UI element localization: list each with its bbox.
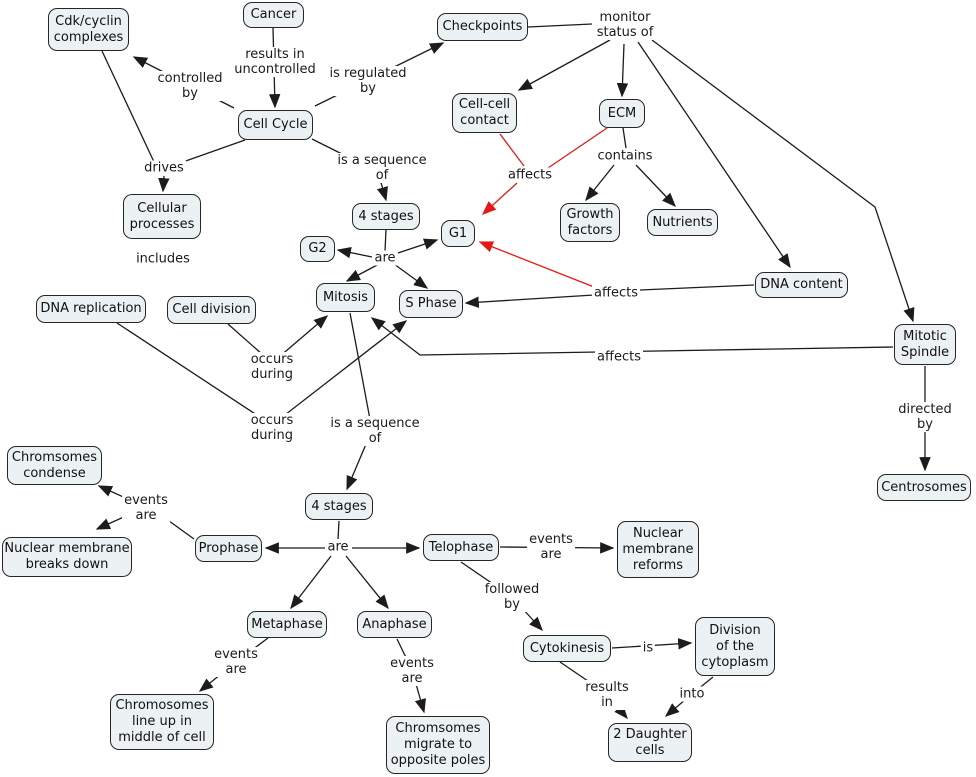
linking-phrase-text: events	[124, 493, 168, 508]
linking-phrase-text: events	[529, 532, 573, 547]
linking-phrase-followed-by[interactable]	[483, 582, 542, 612]
node-text: Cell division	[172, 302, 251, 317]
node-text: Nuclear	[632, 525, 684, 541]
node-text: Nutrients	[652, 214, 713, 230]
linking-phrase-events-are-metaphase[interactable]	[212, 647, 260, 677]
node-text: 4 stages	[358, 208, 414, 224]
node-g1[interactable]	[441, 220, 475, 247]
node-chromsomes-migrate[interactable]	[386, 716, 490, 774]
node-text: Cancer	[250, 7, 297, 22]
linking-phrase-text: into	[679, 686, 705, 702]
node-cell-cell-contact[interactable]	[452, 93, 517, 133]
linking-phrase-are-bottom[interactable]	[325, 540, 350, 555]
linking-phrase-is[interactable]	[641, 641, 655, 656]
linking-phrase-is-regulated-by[interactable]	[328, 66, 409, 96]
node-text: line up in	[131, 714, 193, 729]
node-text: ECM	[607, 105, 637, 121]
linking-phrase-text: drives	[144, 160, 184, 176]
edge-checkpoints-to-monitor	[528, 24, 592, 27]
linking-phrase-text: in	[601, 695, 613, 710]
node-text: Cellular	[137, 200, 187, 216]
edge-affects-to-g1-right	[480, 242, 594, 287]
linking-phrase-text: by	[360, 81, 376, 96]
node-cancer[interactable]	[243, 2, 304, 28]
edge-are-to-mitosis	[347, 264, 379, 281]
node-text: complexes	[53, 29, 124, 45]
linking-phrase-text: are	[540, 547, 562, 562]
node-cell-division[interactable]	[167, 296, 256, 324]
linking-phrase-text: are	[327, 539, 349, 555]
node-text: Anaphase	[362, 616, 427, 632]
edge-are-to-s-phase	[394, 264, 427, 288]
linking-phrase-text: is	[642, 640, 654, 656]
node-text: Mitotic	[903, 328, 947, 344]
node-telophase[interactable]	[423, 534, 499, 561]
linking-phrase-text: uncontrolled	[234, 62, 316, 77]
node-text: middle of cell	[118, 730, 206, 745]
edge-contains-to-nutrients	[636, 165, 675, 206]
node-text: Chromsomes	[11, 449, 98, 465]
node-text: Division	[709, 622, 761, 638]
linking-phrase-drives[interactable]	[142, 161, 186, 176]
node-text: Centrosomes	[881, 479, 967, 495]
edge-mitosis-sequence-4stages2	[347, 313, 372, 489]
edge-are-to-g2	[338, 250, 372, 257]
edge-are2-to-metaphase	[291, 556, 331, 608]
linking-phrase-occurs-during-2[interactable]	[249, 413, 296, 443]
node-text: G1	[448, 225, 468, 241]
node-prophase[interactable]	[195, 535, 262, 562]
node-text: contact	[460, 113, 509, 128]
linking-phrase-occurs-during-1[interactable]	[249, 352, 296, 382]
node-text: Metaphase	[251, 616, 323, 632]
node-growth-factors[interactable]	[560, 203, 620, 242]
node-text: DNA content	[760, 277, 843, 292]
node-cytokinesis[interactable]	[523, 635, 611, 662]
linking-phrase-into[interactable]	[678, 687, 707, 702]
linking-phrase-contains[interactable]	[595, 149, 654, 164]
linking-phrase-text: contains	[597, 148, 653, 164]
linking-phrase-affects-spindle[interactable]	[595, 350, 643, 365]
node-g2[interactable]	[300, 236, 335, 262]
linking-phrase-text: by	[182, 86, 198, 101]
linking-phrase-affects-contact-g1[interactable]	[506, 168, 554, 183]
linking-phrase-text: status of	[596, 25, 654, 40]
linking-phrase-text: includes	[136, 251, 190, 267]
node-division-of-the-cytoplasm[interactable]	[695, 617, 775, 676]
edge-are2-to-anaphase	[346, 556, 388, 608]
edge-contains-to-growth-factors	[586, 165, 614, 200]
linking-phrase-text: of	[375, 168, 389, 183]
node-text: cells	[635, 742, 665, 758]
node-checkpoints[interactable]	[437, 13, 528, 41]
linking-phrase-text: is a sequence	[337, 153, 427, 168]
node-chromsomes-condense[interactable]	[7, 446, 102, 485]
node-text: Mitosis	[322, 289, 369, 305]
linking-phrase-text: by	[504, 597, 520, 612]
node-nuclear-membrane-breaks-down[interactable]	[2, 537, 132, 577]
node-four-stages-bottom[interactable]	[305, 493, 373, 520]
node-mitotic-spindle[interactable]	[894, 324, 956, 365]
linking-phrase-text: is regulated	[329, 66, 407, 81]
linking-phrase-text: of	[368, 431, 382, 446]
node-metaphase[interactable]	[247, 611, 327, 638]
node-dna-replication[interactable]	[36, 295, 146, 323]
node-centrosomes[interactable]	[877, 474, 971, 501]
node-text: G2	[308, 241, 327, 256]
linking-phrase-text: occurs	[250, 413, 294, 428]
node-text: Chromosomes	[115, 698, 209, 713]
linking-phrase-is-a-sequence-of-bottom[interactable]	[328, 416, 421, 446]
linking-phrase-text: results	[585, 680, 629, 695]
linking-phrase-are-top[interactable]	[372, 251, 397, 266]
node-nutrients[interactable]	[647, 209, 718, 236]
node-text: breaks down	[25, 557, 109, 572]
node-four-stages-top[interactable]	[352, 203, 420, 230]
node-cell-cycle[interactable]	[238, 110, 313, 140]
node-two-daughter-cells[interactable]	[608, 723, 692, 762]
node-text: Cell Cycle	[243, 117, 308, 132]
node-chromosomes-line-up[interactable]	[110, 694, 214, 750]
node-text: reforms	[632, 557, 684, 573]
linking-phrase-controlled-by[interactable]	[156, 71, 225, 101]
node-text: Prophase	[198, 540, 259, 556]
node-cdk-cyclin-complexes[interactable]	[48, 8, 129, 51]
edge-cdk-to-drives	[102, 51, 155, 164]
node-s-phase[interactable]	[399, 290, 463, 318]
node-text: Cell-cell	[458, 97, 511, 112]
linking-phrase-text: during	[251, 428, 293, 443]
node-text: Chromsomes	[395, 721, 481, 736]
edge-drives-to-cellular	[163, 176, 164, 191]
linking-phrase-results-in[interactable]	[583, 680, 631, 710]
linking-phrase-monitor-status-of[interactable]	[595, 10, 656, 40]
node-text: Telophase	[428, 539, 494, 555]
node-text: Spindle	[900, 344, 950, 360]
node-dna-content[interactable]	[755, 272, 848, 298]
edge-cell-cell-to-affects	[500, 134, 524, 166]
edge-affects-to-g1-top	[483, 183, 517, 214]
node-text: Cdk/cyclin	[55, 13, 122, 29]
linking-phrase-text: results in	[245, 47, 305, 62]
node-mitosis[interactable]	[316, 283, 375, 312]
linking-phrase-affects-dna-content[interactable]	[592, 286, 640, 301]
linking-phrase-text: directed	[898, 402, 952, 417]
node-ecm[interactable]	[599, 99, 645, 128]
linking-phrase-text: during	[251, 367, 293, 382]
node-text: membrane	[622, 541, 694, 557]
linking-phrase-text: is a sequence	[330, 416, 420, 431]
linking-phrase-text: events	[214, 647, 258, 662]
linking-phrase-events-are-telophase[interactable]	[527, 532, 575, 562]
node-anaphase[interactable]	[357, 611, 432, 638]
linking-phrase-text: occurs	[250, 352, 294, 367]
node-text: S Phase	[405, 296, 457, 311]
linking-phrase-is-a-sequence-of-top[interactable]	[335, 153, 428, 183]
node-text: condense	[23, 465, 86, 481]
linking-phrase-text: events	[390, 656, 434, 671]
edge-are-to-g1	[398, 240, 437, 253]
linking-phrase-events-are-prophase[interactable]	[122, 493, 170, 523]
linking-phrase-includes[interactable]	[134, 252, 192, 267]
linking-phrase-text: controlled	[157, 71, 223, 86]
node-text: 2 Daughter	[613, 726, 687, 742]
linking-phrase-text: affects	[594, 285, 638, 301]
linking-phrase-text: followed	[484, 582, 540, 597]
edge-monitor-to-ecm	[622, 44, 624, 96]
node-text: of the	[716, 638, 754, 654]
linking-phrase-text: are	[374, 250, 396, 266]
node-text: Cytokinesis	[529, 640, 605, 656]
node-text: Growth	[566, 206, 614, 222]
node-text: factors	[567, 222, 613, 238]
node-text: Nuclear membrane	[4, 541, 130, 556]
node-text: opposite poles	[390, 753, 486, 768]
edge-4stages-to-are	[385, 230, 386, 251]
edge-affects-to-s-phase	[466, 295, 594, 303]
linking-phrase-results-in-uncontrolled[interactable]	[232, 47, 317, 77]
linking-phrase-directed-by[interactable]	[896, 402, 953, 432]
edge-cell-cycle-to-drives	[180, 140, 245, 163]
node-cellular-processes[interactable]	[123, 194, 201, 239]
linking-phrase-text: affects	[597, 349, 641, 365]
linking-phrase-text: by	[917, 417, 933, 432]
node-text: migrate to	[403, 737, 473, 752]
node-text: DNA replication	[40, 301, 142, 316]
linking-phrase-events-are-anaphase[interactable]	[388, 656, 436, 686]
linking-phrase-text: monitor	[599, 10, 651, 25]
edge-ecm-to-contains	[623, 128, 626, 148]
edge-affects-to-dna-content	[640, 285, 754, 290]
linking-phrase-text: affects	[508, 167, 552, 183]
linking-phrase-text: are	[401, 671, 423, 686]
node-text: processes	[129, 216, 195, 232]
edge-monitor-to-cell-cell	[519, 40, 610, 90]
node-text: cytoplasm	[701, 654, 769, 670]
node-text: Checkpoints	[442, 19, 523, 34]
edge-4stages2-to-are2	[338, 521, 339, 539]
node-text: 4 stages	[311, 498, 367, 514]
linking-phrase-text: are	[225, 662, 247, 677]
node-nuclear-membrane-reforms[interactable]	[617, 521, 699, 578]
linking-phrase-text: are	[135, 508, 157, 523]
